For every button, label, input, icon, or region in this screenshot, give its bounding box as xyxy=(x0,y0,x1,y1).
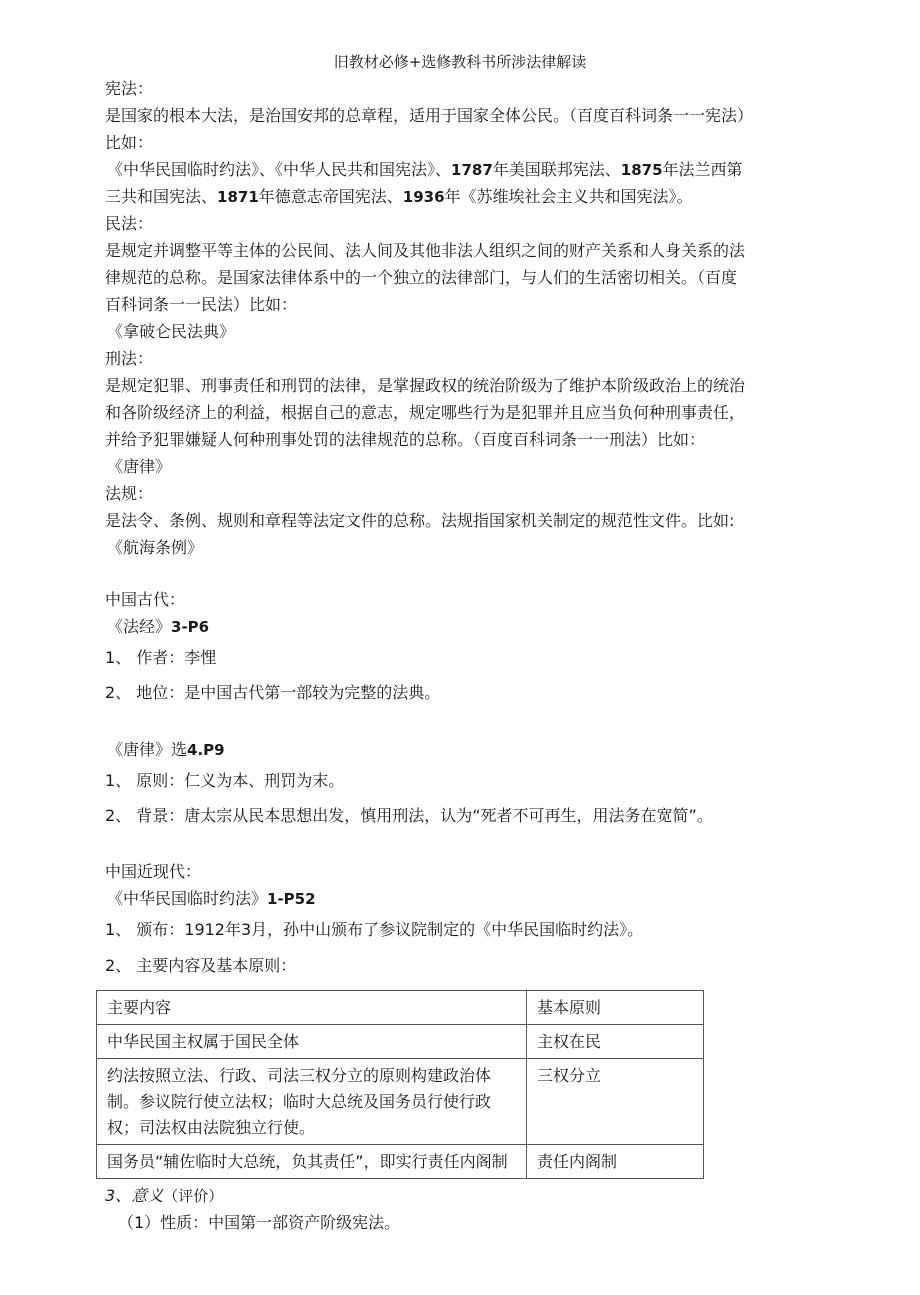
xianfa-examples-line-1 xyxy=(107,160,743,180)
yuefa-item-3 xyxy=(105,1186,223,1206)
fajing-ref: 3-P6 xyxy=(171,618,210,636)
xingfa-definition-line-3: 并给予犯罪嫌疑人何种刑事处罚的法律规范的总称。（百度百科词条一一刑法）比如： xyxy=(105,430,706,449)
section-heading-xingfa: 刑法： xyxy=(105,349,154,368)
text-run: 年德意志帝国宪法、 xyxy=(258,187,403,206)
table-cell: 责任内阁制 xyxy=(527,1145,704,1179)
table-cell: 主权在民 xyxy=(527,1025,704,1059)
fagui-example: 《航海条例》 xyxy=(107,538,204,557)
tanglv-title: 《唐律》选 xyxy=(107,740,188,759)
text-run: 年《苏维埃社会主义共和国宪法》。 xyxy=(444,187,693,206)
yuefa-heading xyxy=(107,889,316,909)
table-cell: 中华民国主权属于国民全体 xyxy=(97,1025,527,1059)
table-header-cell: 基本原则 xyxy=(527,991,704,1025)
year-1936: 1936 xyxy=(402,188,445,206)
xianfa-definition: 是国家的根本大法，是治国安邦的总章程，适用于国家全体公民。（百度百科词条一一宪法） xyxy=(105,106,754,125)
fajing-item-1: 1、 作者：李悝 xyxy=(105,648,217,667)
minfa-definition-line-1: 是规定并调整平等主体的公民间、法人间及其他非法人组织之间的财产关系和人身关系的法 xyxy=(105,241,746,260)
yuefa-item-1: 1、 颁布：1912年3月，孙中山颁布了参议院制定的《中华民国临时约法》。 xyxy=(105,920,644,939)
text-run: 三共和国宪法、 xyxy=(105,187,218,206)
section-heading-modern: 中国近现代： xyxy=(105,862,202,881)
yuefa-item-2: 2、 主要内容及基本原则： xyxy=(105,956,297,975)
xingfa-definition-line-2: 和各阶级经济上的利益，根据自己的意志，规定哪些行为是犯罪并且应当负何种刑事责任， xyxy=(105,403,746,422)
minfa-example: 《拿破仑民法典》 xyxy=(107,322,236,341)
item-3-title: 意义 xyxy=(131,1186,164,1205)
text-run: 年法兰西第 xyxy=(662,160,743,179)
table-cell: 约法按照立法、行政、司法三权分立的原则构建政治体制。参议院行使立法权；临时大总统及国务员行使行政权；司法权由法院独立行使。 xyxy=(97,1059,527,1145)
table-row xyxy=(97,1025,704,1059)
year-1787: 1787 xyxy=(451,161,493,179)
fajing-heading xyxy=(107,617,209,637)
section-heading-xianfa: 宪法： xyxy=(105,79,154,98)
year-1871: 1871 xyxy=(217,188,259,206)
minfa-definition-line-2: 律规范的总称。是国家法律体系中的一个独立的法律部门，与人们的生活密切相关。（百度 xyxy=(105,268,738,287)
section-heading-ancient: 中国古代： xyxy=(105,590,186,609)
xianfa-examples-line-2 xyxy=(105,187,693,207)
tanglv-ref: 4.P9 xyxy=(187,741,225,759)
document-title: 旧教材必修+选修教科书所涉法律解读 xyxy=(333,53,587,71)
item-number: 3、 xyxy=(105,1186,132,1205)
fagui-definition: 是法令、条例、规则和章程等法定文件的总称。法规指国家机关制定的规范性文件。比如: xyxy=(105,511,735,530)
year-1875: 1875 xyxy=(620,161,663,179)
content-principle-table xyxy=(96,990,704,1179)
table-header-cell: 主要内容 xyxy=(97,991,527,1025)
tanglv-heading xyxy=(107,740,225,760)
table-cell: 三权分立 xyxy=(527,1059,704,1145)
table-row xyxy=(97,1145,704,1179)
text-run: 《中华民国临时约法》、《中华人民共和国宪法》、 xyxy=(107,160,452,179)
tanglv-item-1: 1、 原则：仁义为本、刑罚为末。 xyxy=(105,771,345,790)
section-heading-minfa: 民法： xyxy=(105,214,154,233)
item-3-paren: （评价） xyxy=(163,1187,224,1205)
yuefa-item-3-sub-1: （1）性质：中国第一部资产阶级宪法。 xyxy=(118,1213,401,1232)
text-run: 年美国联邦宪法、 xyxy=(492,160,621,179)
table-header-row xyxy=(97,991,704,1025)
yuefa-title: 《中华民国临时约法》 xyxy=(107,889,268,908)
yuefa-ref: 1-P52 xyxy=(267,890,316,908)
table-row xyxy=(97,1059,704,1145)
fajing-item-2: 2、 地位：是中国古代第一部较为完整的法典。 xyxy=(105,683,441,702)
tanglv-item-2: 2、 背景：唐太宗从民本思想出发，慎用刑法，认为“死者不可再生，用法务在宽简”。 xyxy=(105,806,713,825)
xingfa-definition-line-1: 是规定犯罪、刑事责任和刑罚的法律，是掌握政权的统治阶级为了维护本阶级政治上的统治 xyxy=(105,376,746,395)
xingfa-example: 《唐律》 xyxy=(107,457,172,476)
xianfa-example-label: 比如： xyxy=(105,133,154,152)
table-cell: 国务员“辅佐临时大总统，负其责任”，即实行责任内阁制 xyxy=(97,1145,527,1179)
section-heading-fagui: 法规： xyxy=(105,484,154,503)
minfa-definition-line-3: 百科词条一一民法）比如： xyxy=(105,295,298,314)
fajing-title: 《法经》 xyxy=(107,617,172,636)
